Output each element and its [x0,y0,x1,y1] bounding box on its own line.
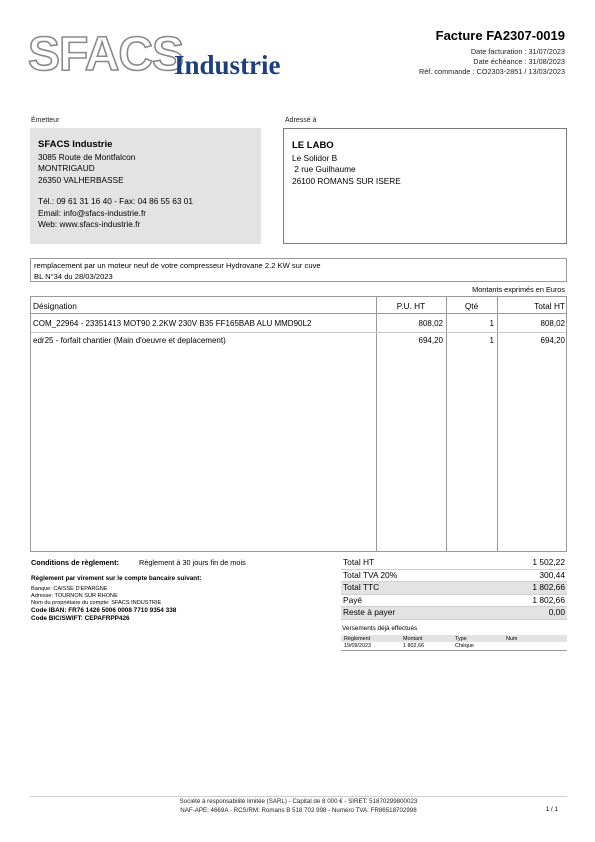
row-quantity: 1 [489,336,494,345]
payment-date: 19/09/2023 [344,642,371,649]
bank-name: Banque: CAISSE D'EPARGNE [31,586,108,592]
description-line: remplacement par un moteur neuf de votre compresseur Hydrovane 2.2 KW sur cuve [34,261,321,270]
invoice-meta [419,47,565,77]
logo-brand: SFACS [28,28,184,81]
recipient-address-line: 26100 ROMANS SUR ISERE [292,175,401,186]
emitter-address-line: 26350 VALHERBASSE [38,174,124,185]
total-label: Payé [343,594,363,605]
recipient-label: Adressé à [285,117,317,124]
payments-made-table [341,635,567,651]
recipient-address-line: 2 rue Guilhaume [292,164,356,174]
order-reference: Réf. commande : CO2303-2851 / 13/03/2023 [418,67,565,76]
iban: Code IBAN: FR76 1426 5006 0008 7710 9354 338 [31,607,177,614]
row-unit-price: 694,20 [418,336,443,345]
payment-amount: 1 802,66 [403,642,424,649]
emitter-name: SFACS Industrie [38,139,113,150]
transfer-title: Règlement par virement sur le compte bancaire suivant: [31,575,202,582]
payments-header-amount: Montant [403,635,423,642]
row-unit-price: 808,02 [418,319,443,328]
page-number: 1 / 1 [545,806,558,813]
company-logo [28,28,293,82]
total-row [341,607,567,620]
total-value: 1 502,22 [532,557,565,567]
total-value: 1 802,66 [532,582,565,592]
total-label: Reste à payer [343,607,396,617]
conditions-value: Règlement à 30 jours fin de mois [139,558,246,567]
footer-legal-line: Société à responsabilité limitée (SARL) - Capital de 8 000 € - SIRET: 51870299800023 [179,798,418,805]
totals-block [341,557,567,620]
total-value: 300,44 [539,569,565,580]
payments-made-title: Versements déjà effectués [342,625,418,632]
row-designation: COM_22964 - 23351413 MOT90 2.2KW 230V B35 FF165BAB ALU MMD90L2 [33,319,312,328]
header-quantity: Qté [464,301,479,311]
total-row [341,595,567,608]
total-row [341,557,567,570]
payment-type: Chèque [455,642,474,649]
due-date: Date échéance : 31/08/2023 [473,57,565,66]
conditions-label: Conditions de règlement: [31,558,119,567]
footer-divider [30,796,567,797]
emitter-box [30,128,261,244]
payments-header-num: Num [506,635,518,642]
recipient-address-line: Le Solidor B [292,152,338,163]
invoice-title: Facture FA2307-0019 [435,28,565,43]
bank-address: Adresse: TOURNON SUR RHONE [31,593,118,599]
total-row [341,570,567,583]
footer-legal-line: NAF-APE: 4669A - RCS/RM: Romans B 518 702 998 - Numéro TVA: FR86518702998 [180,806,417,814]
total-value: 1 802,66 [532,594,565,605]
total-row [341,582,567,595]
header-designation: Désignation [33,301,77,311]
header-unit-price: P.U. HT [396,301,426,311]
description-line: BL N°34 du 28/03/2023 [34,271,113,281]
legal-footer [30,798,567,815]
row-quantity: 1 [489,319,494,328]
emitter-label: Émetteur [31,117,60,124]
logo-suffix: Industrie [174,50,281,80]
invoice-date: Date facturation : 31/07/2023 [470,47,565,56]
recipient-name: LE LABO [292,140,334,151]
bank-details [31,586,176,623]
bic: Code BIC/SWIFT: CEPAFRPP426 [31,615,130,622]
total-label: Total TTC [343,582,380,592]
total-label: Total HT [343,557,375,567]
emitter-address-line: 3085 Route de Montfalcon [38,151,136,162]
header-total: Total HT [534,301,565,311]
payments-header-row [341,635,567,642]
emitter-email: Email: info@sfacs-industrie.fr [38,207,147,218]
emitter-website: Web: www.sfacs-industrie.fr [38,219,141,229]
row-total: 808,02 [540,319,565,328]
row-total: 694,20 [540,336,565,345]
payment-row [341,642,567,651]
total-value: 0,00 [548,607,565,617]
currency-note: Montants exprimés en Euros [472,285,565,294]
invoice-description [30,258,567,282]
emitter-phone: Tél.: 09 61 31 16 40 - Fax: 04 86 55 63 01 [38,196,193,206]
payments-header-date: Règlement [344,635,371,642]
total-label: Total TVA 20% [343,569,398,580]
recipient-box [283,128,567,244]
payment-conditions [31,558,246,567]
payments-header-type: Type [455,635,467,642]
row-designation: edr25 - forfait chantier (Main d'oeuvre et deplacement) [33,336,226,345]
emitter-address-line: MONTRIGAUD [38,163,95,173]
account-owner: Nom du propriétaire du compte: SFACS INDUSTRIE [31,600,162,606]
items-table [30,296,567,552]
